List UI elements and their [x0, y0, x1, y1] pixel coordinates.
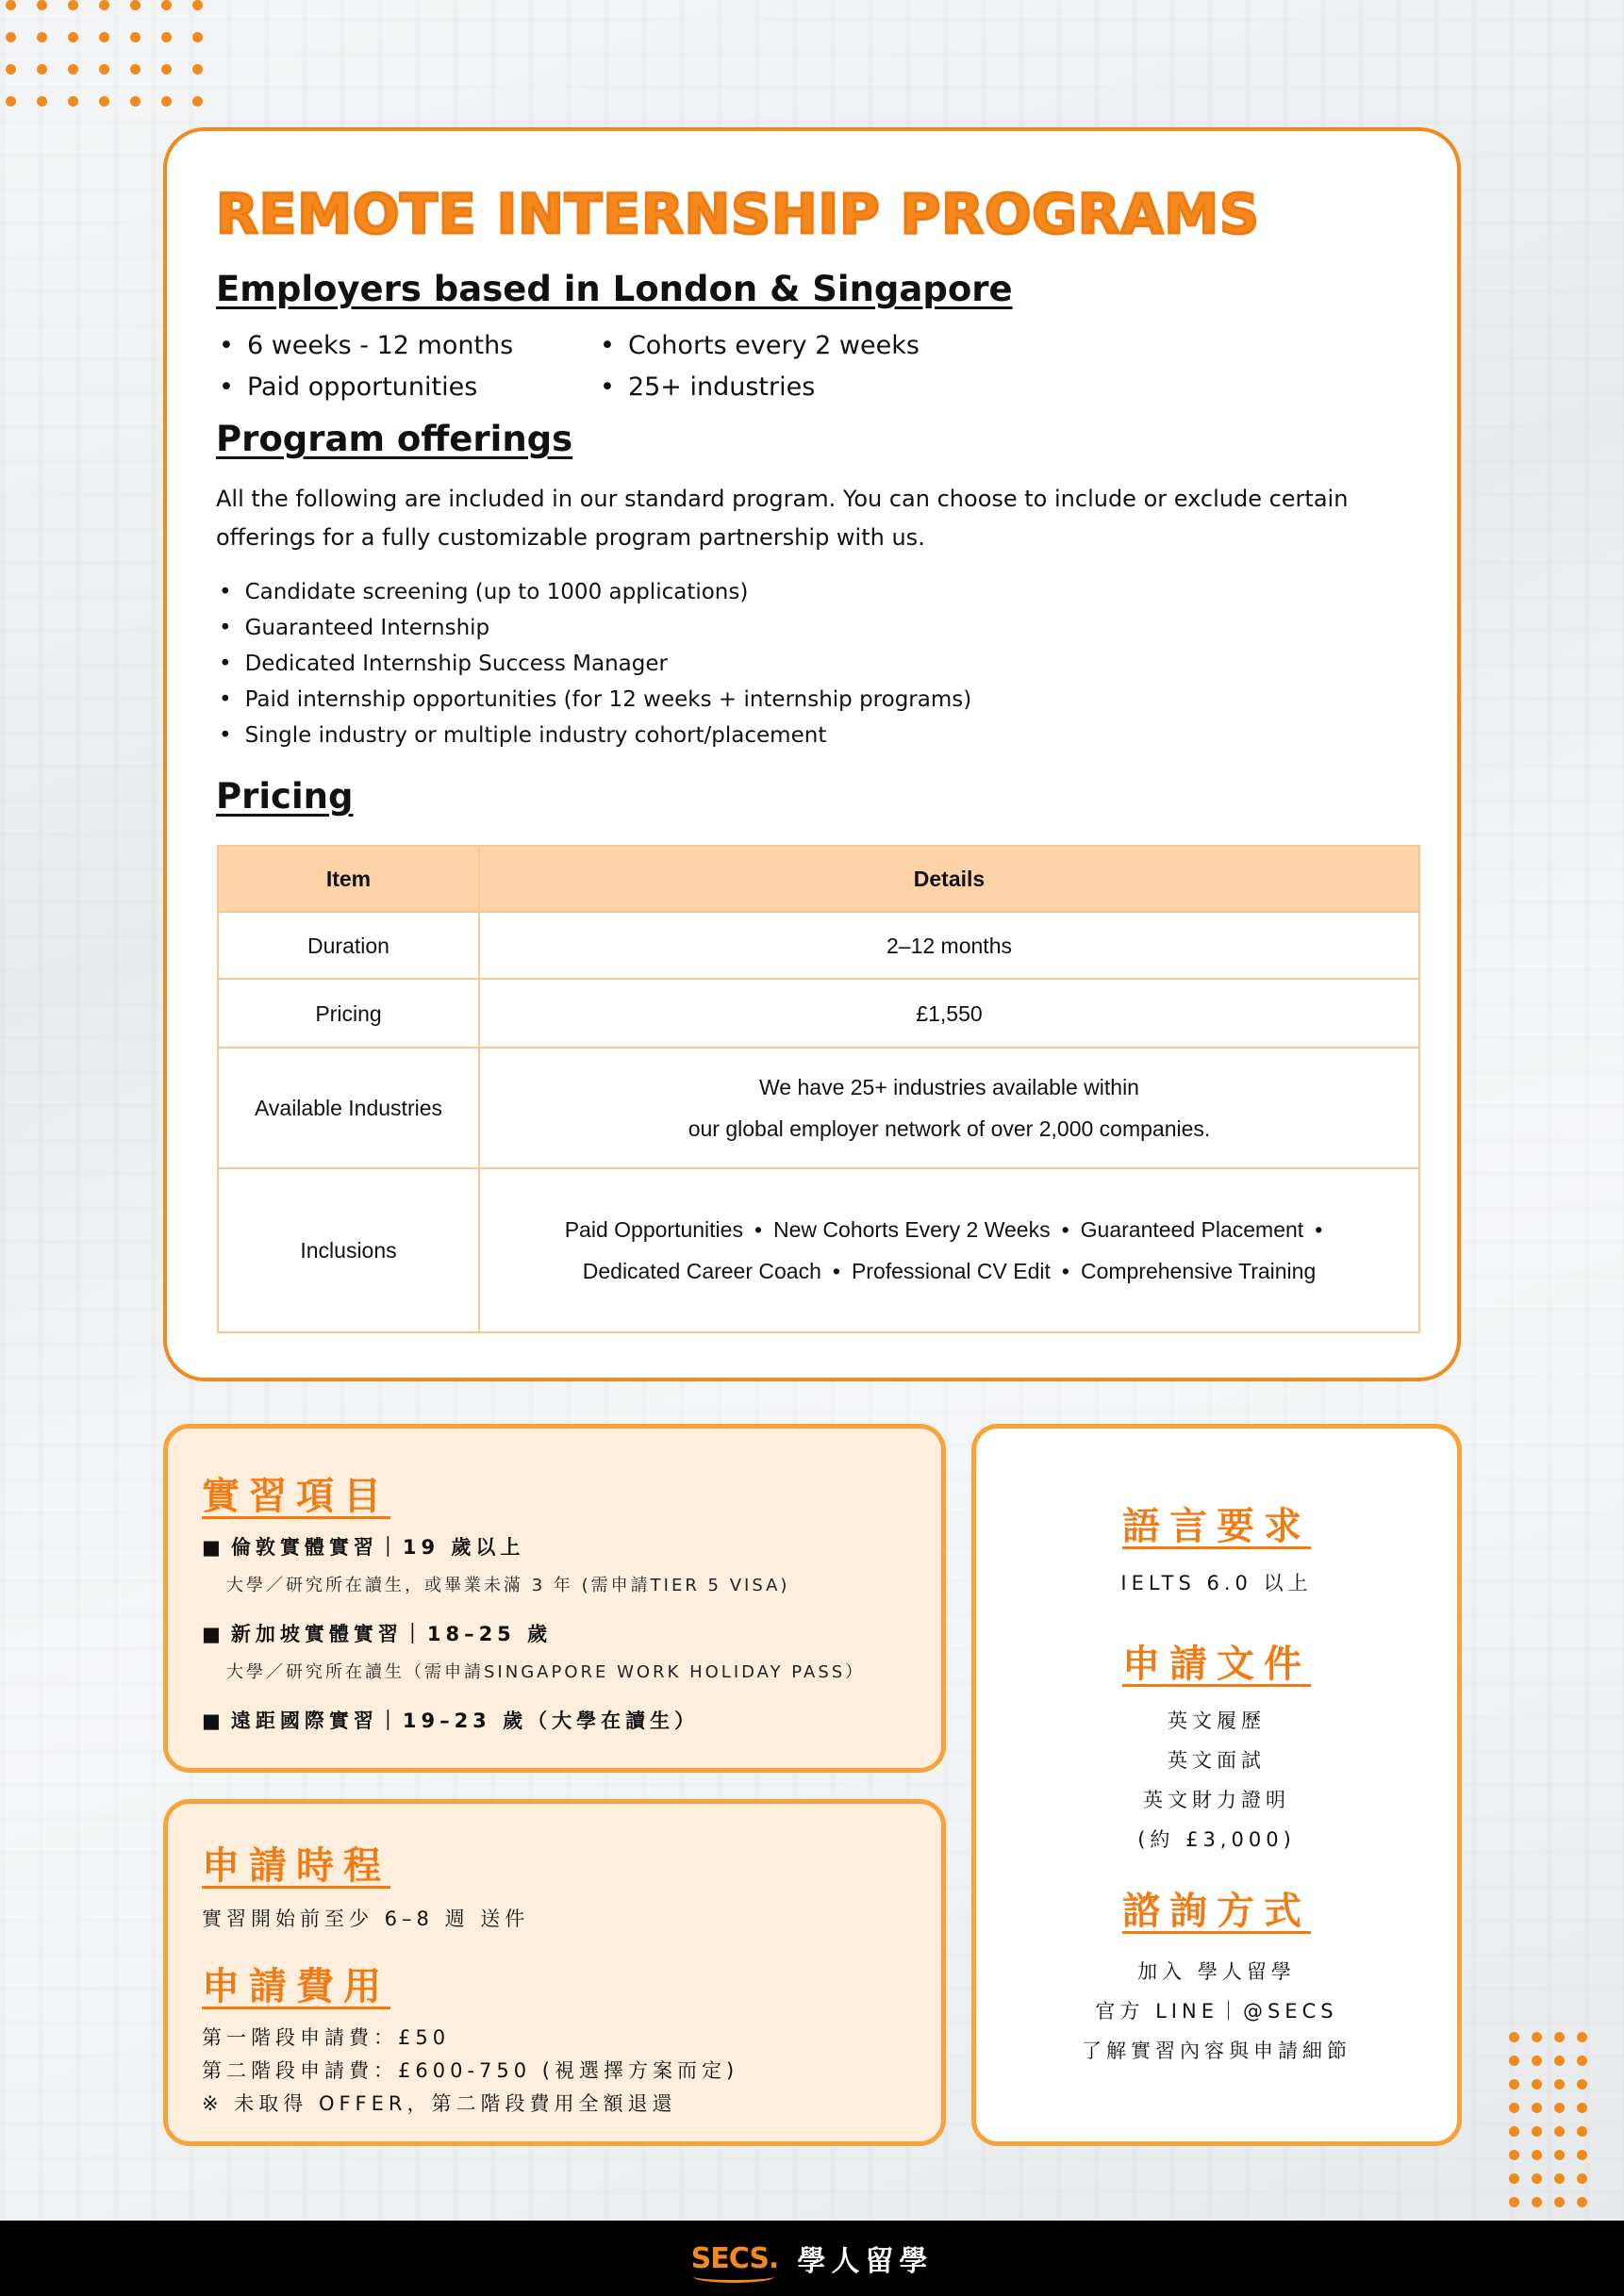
internship-item: [202, 1532, 789, 1596]
highlights-right: [600, 325, 920, 408]
industries-line: We have 25+ industries available within: [759, 1075, 1139, 1099]
fee-line: 第二階段申請費：£600-750 (視選擇方案而定): [202, 2059, 739, 2082]
list-item: • Candidate screening (up to 1000 applications): [219, 574, 971, 610]
table-row: [218, 1048, 1419, 1168]
inclusion-item: New Cohorts Every 2 Weeks: [773, 1217, 1051, 1242]
contact-section: [976, 1881, 1457, 2071]
fee-heading: 申請費用: [202, 1965, 390, 2008]
offerings-list: [219, 574, 971, 753]
contact-line: 了解實習內容與申請細節: [1082, 2040, 1351, 2062]
highlight-item: • Paid opportunities: [219, 367, 513, 408]
language-text: IELTS 6.0 以上: [1120, 1572, 1313, 1594]
list-item: • Guaranteed Internship: [219, 610, 971, 646]
employers-heading: Employers based in London & Singapore: [216, 269, 1013, 309]
column-header: Details: [479, 846, 1419, 912]
row-value: [479, 1048, 1419, 1168]
separator: •: [754, 1217, 763, 1242]
footer: [0, 2221, 1624, 2296]
decorative-dots-bottom-right: [1509, 2032, 1587, 2207]
list-item: • Dedicated Internship Success Manager: [219, 646, 971, 682]
contact-line: 官方 LINE｜@SECS: [1095, 2000, 1338, 2023]
language-heading: 語言要求: [1122, 1505, 1311, 1548]
inclusion-item: Dedicated Career Coach: [582, 1259, 821, 1283]
separator: •: [1315, 1217, 1323, 1242]
row-value: [479, 1168, 1419, 1332]
documents-section: [976, 1634, 1457, 1859]
decorative-dots-top-left: [6, 0, 203, 107]
schedule-text: 實習開始前至少 6–8 週 送件: [202, 1908, 530, 1930]
industries-line: our global employer network of over 2,000 companies.: [688, 1116, 1211, 1141]
internship-title: ■ 倫敦實體實習｜19 歲以上: [202, 1532, 789, 1561]
internship-items-heading: 實習項目: [202, 1475, 390, 1518]
program-card: [163, 127, 1461, 1381]
document-item: 英文面試: [1168, 1749, 1266, 1772]
row-value: £1,550: [479, 979, 1419, 1048]
separator: •: [1061, 1217, 1069, 1242]
highlight-item: • 6 weeks - 12 months: [219, 325, 513, 367]
list-item: • Single industry or multiple industry cohort/placement: [219, 718, 971, 753]
documents-heading: 申請文件: [1122, 1643, 1311, 1686]
brand-name: 學人留學: [797, 2245, 934, 2278]
internship-items-card: [163, 1424, 946, 1773]
document-item: 英文財力證明: [1143, 1789, 1290, 1811]
table-row: [218, 1168, 1419, 1332]
fee-note: ※ 未取得 OFFER，第二階段費用全額退還: [202, 2092, 677, 2115]
row-label: Available Industries: [218, 1048, 479, 1168]
offerings-paragraph: All the following are included in our standard program. You can choose to include or exclude certain offerings for a fully customizable program partnership with us.: [216, 486, 1349, 551]
highlights-left: [219, 325, 513, 408]
fee-line: 第一階段申請費：£50: [202, 2026, 451, 2049]
internship-title: ■ 新加坡實體實習｜18–25 歲: [202, 1619, 865, 1647]
requirements-card: [971, 1424, 1462, 2146]
document-item: 英文履歷: [1168, 1710, 1266, 1732]
row-value: 2–12 months: [479, 912, 1419, 979]
pricing-table: [217, 845, 1420, 1333]
schedule-heading: 申請時程: [202, 1844, 390, 1888]
inclusion-item: Paid Opportunities: [564, 1217, 743, 1242]
document-item: (約 £3,000): [1137, 1828, 1296, 1851]
pricing-heading: Pricing: [216, 776, 354, 817]
separator: •: [1061, 1259, 1069, 1283]
inclusion-item: Guaranteed Placement: [1080, 1217, 1304, 1242]
table-header-row: [218, 846, 1419, 912]
inclusion-item: Comprehensive Training: [1080, 1259, 1317, 1283]
page-title: REMOTE INTERNSHIP PROGRAMS: [216, 182, 1260, 246]
internship-note: 大學／研究所在讀生（需申請SINGAPORE WORK HOLIDAY PASS）: [226, 1662, 866, 1682]
row-label: Duration: [218, 912, 479, 979]
internship-item: [202, 1706, 699, 1734]
row-label: Inclusions: [218, 1168, 479, 1332]
internship-item: [202, 1619, 865, 1683]
inclusions-line: [481, 1250, 1417, 1292]
inclusions-line: [481, 1209, 1417, 1250]
column-header: Item: [218, 846, 479, 912]
table-row: [218, 912, 1419, 979]
contact-line: 加入 學人留學: [1137, 1960, 1296, 1983]
separator: •: [832, 1259, 840, 1283]
schedule-fees-card: [163, 1799, 946, 2146]
row-label: Pricing: [218, 979, 479, 1048]
language-section: [976, 1496, 1457, 1603]
offerings-heading: Program offerings: [216, 419, 573, 459]
secs-logo: SECS.: [690, 2241, 779, 2275]
table-row: [218, 979, 1419, 1048]
highlight-item: • 25+ industries: [600, 367, 920, 408]
internship-title: ■ 遠距國際實習｜19–23 歲（大學在讀生）: [202, 1706, 699, 1734]
highlight-item: • Cohorts every 2 weeks: [600, 325, 920, 367]
inclusion-item: Professional CV Edit: [851, 1259, 1051, 1283]
contact-heading: 諮詢方式: [1122, 1890, 1311, 1933]
list-item: • Paid internship opportunities (for 12 weeks + internship programs): [219, 682, 971, 718]
internship-note: 大學／研究所在讀生，或畢業未滿 3 年 (需申請TIER 5 VISA): [226, 1576, 790, 1595]
